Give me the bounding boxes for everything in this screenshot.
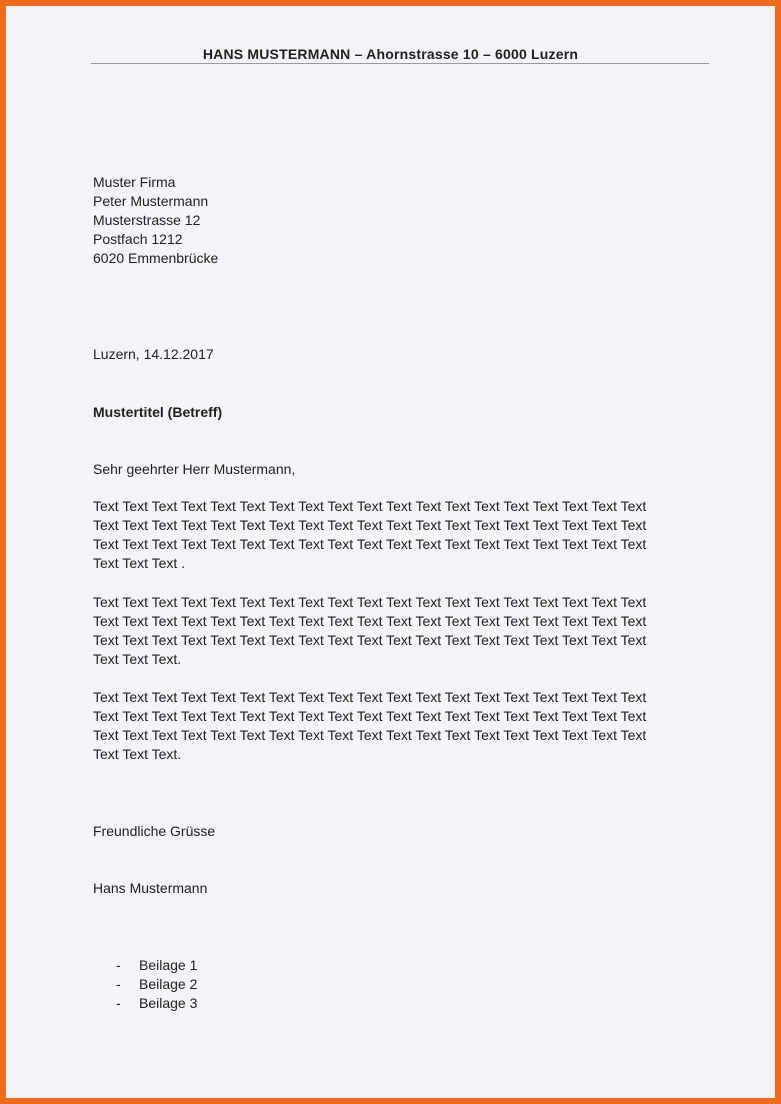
enclosure-list — [116, 956, 197, 1013]
body-paragraph — [93, 688, 713, 764]
paragraph-line: Text Text Text. — [93, 746, 182, 763]
list-bullet: - — [116, 976, 121, 993]
enclosure-label: Beilage 3 — [139, 995, 198, 1012]
list-item — [116, 956, 197, 975]
header-rule — [91, 63, 709, 64]
recipient-address — [93, 173, 218, 268]
paragraph-line: Text Text Text Text Text Text Text Text Text Text Text Text Text Text Text Text Text Text Text — [93, 689, 647, 705]
paragraph-line: Text Text Text Text Text Text Text Text Text Text Text Text Text Text Text Text Text Text Text — [93, 594, 647, 610]
signature-name: Hans Mustermann — [93, 880, 208, 896]
recipient-line: Postfach 1212 — [93, 231, 183, 248]
recipient-line: 6020 Emmenbrücke — [93, 250, 219, 267]
closing: Freundliche Grüsse — [93, 823, 216, 839]
list-bullet: - — [116, 995, 121, 1012]
recipient-line: Muster Firma — [93, 174, 176, 190]
paragraph-line: Text Text Text Text Text Text Text Text Text Text Text Text Text Text Text Text Text Text Text — [93, 517, 647, 534]
recipient-line: Peter Mustermann — [93, 193, 209, 210]
paragraph-line: Text Text Text. — [93, 651, 182, 668]
subject-line: Mustertitel (Betreff) — [93, 404, 223, 420]
enclosure-label: Beilage 1 — [139, 957, 198, 973]
letter-page — [6, 6, 775, 1098]
paragraph-line: Text Text Text Text Text Text Text Text Text Text Text Text Text Text Text Text Text Text Text — [93, 613, 647, 630]
body-paragraph — [93, 497, 713, 573]
paragraph-line: Text Text Text Text Text Text Text Text Text Text Text Text Text Text Text Text Text Text Text — [93, 727, 647, 744]
salutation: Sehr geehrter Herr Mustermann, — [93, 461, 296, 477]
enclosure-label: Beilage 2 — [139, 976, 198, 993]
sender-line: HANS MUSTERMANN – Ahornstrasse 10 – 6000 Luzern — [202, 46, 579, 62]
paragraph-line: Text Text Text Text Text Text Text Text Text Text Text Text Text Text Text Text Text Text Text — [93, 536, 647, 553]
list-bullet: - — [116, 957, 121, 973]
body-paragraph — [93, 593, 713, 669]
recipient-line: Musterstrasse 12 — [93, 212, 201, 229]
list-item — [116, 975, 197, 994]
list-item — [116, 994, 197, 1013]
paragraph-line: Text Text Text Text Text Text Text Text Text Text Text Text Text Text Text Text Text Text Text — [93, 498, 647, 514]
paragraph-line: Text Text Text Text Text Text Text Text Text Text Text Text Text Text Text Text Text Text Text — [93, 708, 647, 725]
paragraph-line: Text Text Text Text Text Text Text Text Text Text Text Text Text Text Text Text Text Text Text — [93, 632, 647, 649]
date-line: Luzern, 14.12.2017 — [93, 346, 214, 362]
paragraph-line: Text Text Text . — [93, 555, 186, 572]
